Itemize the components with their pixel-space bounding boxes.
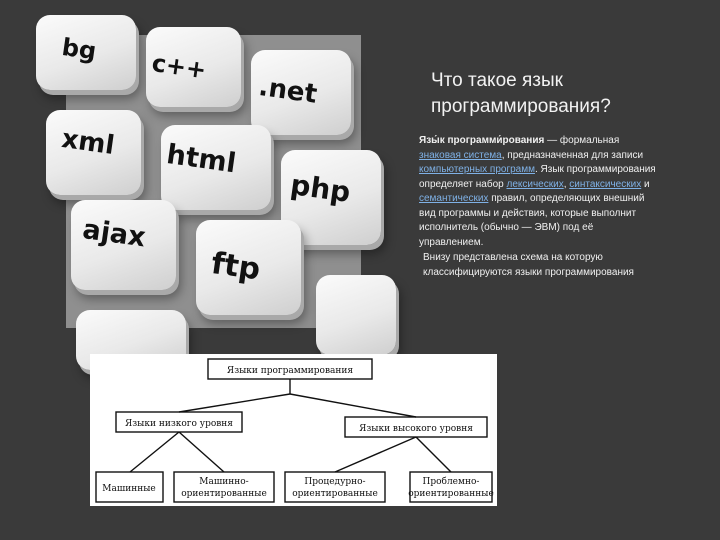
leaf-procedural-label-2: ориентированные [292, 489, 378, 499]
definition-text-2: , предназначенная для записи [501, 149, 644, 161]
key-xml [46, 110, 141, 195]
connector-split-right [290, 394, 416, 417]
key-net [251, 50, 351, 135]
connector-low-left [130, 432, 179, 472]
link-lexical[interactable]: лексических [506, 178, 564, 190]
leaf-procedural-label-1: Процедурно- [304, 477, 366, 487]
definition-text-4: , [563, 178, 570, 190]
connector-low-right [179, 432, 224, 472]
leaf-problem-label-1: Проблемно- [422, 477, 480, 487]
key-html [161, 125, 271, 210]
low-level-label: Языки низкого уровня [125, 419, 233, 429]
key-html-label: html [164, 139, 238, 180]
classification-note: Внизу представлена схема на которую классифицируются языки программирования [423, 252, 634, 278]
leaf-machine-label: Машинные [102, 484, 156, 494]
connector-split [179, 394, 290, 412]
key-ftp-label: ftp [209, 246, 263, 288]
key-cpp-label: c++ [150, 49, 208, 85]
key-cpp [146, 27, 241, 107]
link-semantic[interactable]: семантических [419, 193, 489, 204]
leaf-machine-oriented-label-2: ориентированные [181, 489, 267, 499]
definition-text [419, 134, 659, 280]
definition-text-6: правил, определяющих внешний вид программы и действия, которые выполнит исполнитель (обычно — ЭВМ) под её управлением. [419, 193, 645, 248]
definition-text-5: и [641, 178, 650, 190]
key-ftp [196, 220, 301, 315]
connector-high-left [335, 437, 416, 472]
key-ajax-label: ajax [80, 214, 148, 254]
link-sign-system[interactable]: знаковая система [419, 149, 502, 161]
key-partial [316, 275, 396, 355]
keyboard-photo [59, 33, 361, 328]
key-xml-label: xml [59, 124, 117, 162]
link-computer-programs[interactable]: компьютерных программ [419, 164, 535, 175]
leaf-problem-label-2: ориентированные [408, 489, 494, 499]
key-php-label: php [288, 168, 353, 210]
definition-text-1: — формальная [544, 135, 620, 146]
root-label: Языки программирования [226, 366, 354, 376]
high-level-label: Языки высокого уровня [359, 424, 473, 434]
definition-text-3: . Язык программирования определяет набор [419, 164, 656, 190]
key-ajax [71, 200, 176, 290]
key-bg-label: bg [60, 33, 99, 66]
link-syntactic[interactable]: синтаксических [569, 178, 642, 190]
key-net-label: .net [256, 72, 319, 110]
key-bg [36, 15, 136, 90]
classification-diagram [90, 354, 497, 506]
definition-term: Язы́к программи́рования [419, 135, 545, 146]
slide-title: Что такое язык программирования? [431, 70, 611, 117]
leaf-machine-oriented-label-1: Машинно- [199, 477, 249, 487]
connector-high-right [416, 437, 451, 472]
